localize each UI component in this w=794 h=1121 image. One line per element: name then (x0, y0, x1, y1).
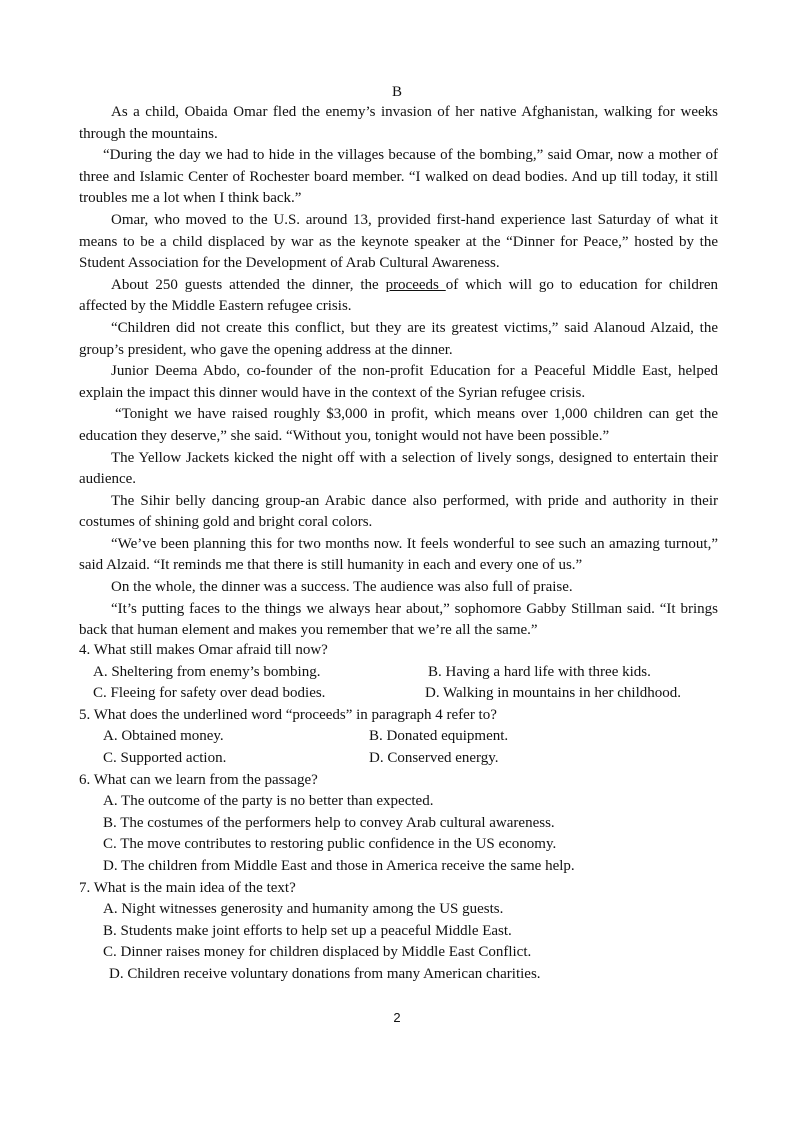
question-stem: 7. What is the main idea of the text? (79, 879, 296, 896)
answer-option: D. Children receive voluntary donations from many American charities. (109, 965, 541, 982)
question-stem: 4. What still makes Omar afraid till now? (79, 642, 328, 658)
answer-option: A. Night witnesses generosity and humanity among the US guests. (103, 901, 504, 918)
paragraph: As a child, Obaida Omar fled the enemy’s invasion of her native Afghanistan, walking for weeks through the mountains. (79, 104, 718, 142)
paragraph: “We’ve been planning this for two months now. It feels wonderful to see such an amazing turnout,” said Alzaid. “It reminds me that there is still humanity in each and every one of us.” (79, 535, 718, 574)
answer-option: C. Dinner raises money for children displaced by Middle East Conflict. (103, 944, 532, 961)
answer-option: A. The outcome of the party is no better than expected. (103, 793, 434, 810)
answer-option: D. Conserved energy. (369, 749, 499, 766)
option-row (79, 683, 718, 705)
answer-option: B. Donated equipment. (369, 728, 509, 745)
paragraph: “Children did not create this conflict, but they are its greatest victims,” said Alanoud Alzaid, the group’s president, who gave the opening address at the dinner. (79, 319, 718, 358)
answer-option: D. Walking in mountains in her childhood. (425, 685, 681, 702)
reading-passage (79, 102, 718, 642)
option-row (79, 726, 718, 748)
answer-option: D. The children from Middle East and those in America receive the same help. (103, 857, 575, 874)
underlined-word: proceeds (385, 276, 446, 293)
paragraph-text: of which will go to education for children affected by the Middle Eastern refugee crisis. (79, 276, 718, 315)
paragraph: “During the day we had to hide in the villages because of the bombing,” said Omar, now a mother of three and Islamic Center of Rochester board member. “I walked on dead bodies. And up till today, it still troubles me a lot when I think back.” (79, 147, 718, 207)
section-heading: B (391, 84, 402, 100)
paragraph: “Tonight we have raised roughly $3,000 in profit, which means over 1,000 children can get the education they deserve,” she said. “Without you, tonight would not have been possible.” (79, 406, 718, 444)
paragraph: The Yellow Jackets kicked the night off with a selection of lively songs, designed to entertain their audience. (79, 449, 718, 488)
page-number: 2 (393, 1010, 401, 1025)
paragraph (79, 275, 718, 318)
paragraph-text: About 250 guests attended the dinner, the (111, 276, 386, 293)
question-stem: 6. What can we learn from the passage? (79, 771, 318, 788)
answer-option: B. Students make joint efforts to help set up a peaceful Middle East. (103, 922, 512, 939)
option-row (79, 748, 718, 770)
paragraph: “It’s putting faces to the things we always hear about,” sophomore Gabby Stillman said. “It brings back that human element and makes you remember that we’re all the same.” (79, 600, 718, 639)
question-stem: 5. What does the underlined word “proceeds” in paragraph 4 refer to? (79, 706, 497, 723)
answer-option: A. Sheltering from enemy’s bombing. (93, 663, 321, 680)
question-list (79, 640, 718, 986)
answer-option: B. Having a hard life with three kids. (428, 663, 651, 680)
paragraph: Junior Deema Abdo, co-founder of the non-profit Education for a Peaceful Middle East, helped explain the impact this dinner would have in the context of the Syrian refugee crisis. (79, 363, 718, 401)
answer-option: B. The costumes of the performers help to convey Arab cultural awareness. (103, 814, 555, 831)
answer-option: C. Fleeing for safety over dead bodies. (93, 685, 326, 702)
answer-option: C. Supported action. (103, 749, 227, 766)
paragraph: On the whole, the dinner was a success. The audience was also full of praise. (111, 579, 573, 596)
answer-option: C. The move contributes to restoring public confidence in the US economy. (103, 836, 557, 853)
paragraph: The Sihir belly dancing group-an Arabic dance also performed, with pride and authority in their costumes of shining gold and bright coral colors. (79, 492, 718, 531)
paragraph: Omar, who moved to the U.S. around 13, provided first-hand experience last Saturday of what it means to be a child displaced by war as the keynote speaker at the “Dinner for Peace,” hosted by the Student Association for the Development of Arab Cultural Awareness. (79, 211, 718, 272)
option-row (79, 662, 718, 684)
answer-option: A. Obtained money. (103, 728, 224, 745)
